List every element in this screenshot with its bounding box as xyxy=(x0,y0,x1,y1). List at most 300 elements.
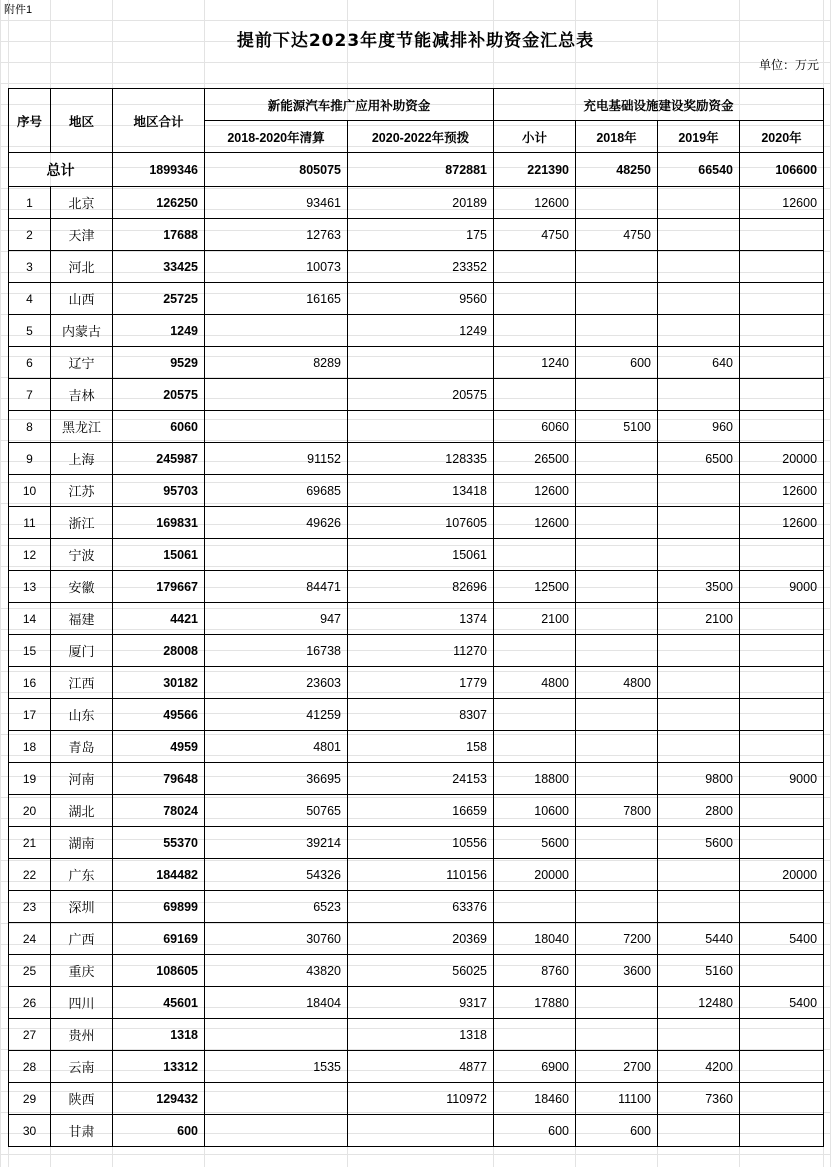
cell-charging-2019: 2800 xyxy=(658,795,740,827)
cell-nev-settlement: 947 xyxy=(205,603,348,635)
cell-nev-settlement xyxy=(205,315,348,347)
cell-nev-prepay: 63376 xyxy=(348,891,494,923)
cell-seq: 6 xyxy=(9,347,51,379)
cell-nev-prepay: 1249 xyxy=(348,315,494,347)
cell-charging-2019: 960 xyxy=(658,411,740,443)
cell-region: 云南 xyxy=(51,1051,113,1083)
cell-region: 山西 xyxy=(51,283,113,315)
cell-nev-settlement: 16165 xyxy=(205,283,348,315)
cell-charging-2019: 12480 xyxy=(658,987,740,1019)
cell-nev-settlement: 39214 xyxy=(205,827,348,859)
cell-region: 河南 xyxy=(51,763,113,795)
cell-charging-2020 xyxy=(740,379,824,411)
cell-charging-2019 xyxy=(658,699,740,731)
cell-charging-2018: 7800 xyxy=(576,795,658,827)
cell-nev-settlement: 6523 xyxy=(205,891,348,923)
cell-charging-2020 xyxy=(740,315,824,347)
table-row xyxy=(9,1019,824,1051)
cell-charging-2018: 4800 xyxy=(576,667,658,699)
cell-charging-2018 xyxy=(576,635,658,667)
cell-seq: 5 xyxy=(9,315,51,347)
cell-nev-prepay: 9560 xyxy=(348,283,494,315)
cell-region-total: 30182 xyxy=(113,667,205,699)
cell-charging-2020 xyxy=(740,1051,824,1083)
cell-nev-prepay: 1374 xyxy=(348,603,494,635)
cell-region-total: 1249 xyxy=(113,315,205,347)
cell-charging-2018 xyxy=(576,379,658,411)
cell-region: 内蒙古 xyxy=(51,315,113,347)
cell-nev-settlement: 16738 xyxy=(205,635,348,667)
cell-seq: 16 xyxy=(9,667,51,699)
cell-nev-settlement: 4801 xyxy=(205,731,348,763)
cell-nev-settlement xyxy=(205,411,348,443)
cell-charging-2018 xyxy=(576,315,658,347)
cell-nev-settlement: 69685 xyxy=(205,475,348,507)
table-row xyxy=(9,475,824,507)
cell-charging-2018: 4750 xyxy=(576,219,658,251)
cell-nev-settlement xyxy=(205,539,348,571)
cell-region-total: 15061 xyxy=(113,539,205,571)
cell-charging-2018 xyxy=(576,827,658,859)
cell-charging-2019: 5160 xyxy=(658,955,740,987)
cell-charging-2018 xyxy=(576,1019,658,1051)
table-row xyxy=(9,283,824,315)
cell-seq: 24 xyxy=(9,923,51,955)
column-header-region-total: 地区合计 xyxy=(113,89,205,153)
cell-nev-settlement xyxy=(205,379,348,411)
cell-region-total: 1318 xyxy=(113,1019,205,1051)
subsidy-summary-table xyxy=(8,88,824,1147)
cell-region-total: 45601 xyxy=(113,987,205,1019)
cell-charging-2019 xyxy=(658,1019,740,1051)
cell-region-total: 28008 xyxy=(113,635,205,667)
cell-seq: 27 xyxy=(9,1019,51,1051)
cell-charging-2020 xyxy=(740,283,824,315)
cell-charging-2018 xyxy=(576,539,658,571)
cell-charging-subtotal: 600 xyxy=(494,1115,576,1147)
cell-region-total: 20575 xyxy=(113,379,205,411)
cell-charging-subtotal xyxy=(494,891,576,923)
cell-seq: 2 xyxy=(9,219,51,251)
cell-charging-2019 xyxy=(658,507,740,539)
cell-charging-subtotal: 26500 xyxy=(494,443,576,475)
cell-seq: 15 xyxy=(9,635,51,667)
column-header-nev-prepay: 2020-2022年预拨 xyxy=(348,121,494,153)
cell-seq: 29 xyxy=(9,1083,51,1115)
cell-seq: 10 xyxy=(9,475,51,507)
cell-charging-2020: 5400 xyxy=(740,987,824,1019)
cell-region-total: 55370 xyxy=(113,827,205,859)
cell-charging-2018 xyxy=(576,283,658,315)
table-row xyxy=(9,731,824,763)
cell-charging-subtotal xyxy=(494,379,576,411)
cell-charging-2019 xyxy=(658,187,740,219)
cell-charging-subtotal: 2100 xyxy=(494,603,576,635)
cell-region-total: 78024 xyxy=(113,795,205,827)
cell-charging-2018 xyxy=(576,475,658,507)
cell-charging-subtotal xyxy=(494,699,576,731)
cell-charging-subtotal xyxy=(494,731,576,763)
cell-charging-2020 xyxy=(740,667,824,699)
cell-nev-prepay xyxy=(348,1115,494,1147)
cell-charging-2020: 12600 xyxy=(740,187,824,219)
cell-charging-2020 xyxy=(740,795,824,827)
cell-seq: 4 xyxy=(9,283,51,315)
cell-charging-2020 xyxy=(740,603,824,635)
cell-region: 湖北 xyxy=(51,795,113,827)
cell-nev-settlement: 49626 xyxy=(205,507,348,539)
column-group-header-nev: 新能源汽车推广应用补助资金 xyxy=(205,89,494,121)
column-group-header-charging: 充电基础设施建设奖励资金 xyxy=(494,89,824,121)
cell-region: 天津 xyxy=(51,219,113,251)
cell-region-total: 17688 xyxy=(113,219,205,251)
cell-charging-subtotal xyxy=(494,283,576,315)
cell-nev-prepay: 110156 xyxy=(348,859,494,891)
cell-region-total: 49566 xyxy=(113,699,205,731)
cell-charging-2018 xyxy=(576,187,658,219)
cell-region-total: 6060 xyxy=(113,411,205,443)
cell-region-total: 108605 xyxy=(113,955,205,987)
cell-charging-2018 xyxy=(576,507,658,539)
table-row xyxy=(9,411,824,443)
cell-charging-2020 xyxy=(740,1019,824,1051)
cell-charging-2019: 6500 xyxy=(658,443,740,475)
cell-nev-settlement: 50765 xyxy=(205,795,348,827)
table-row xyxy=(9,1083,824,1115)
cell-region: 四川 xyxy=(51,987,113,1019)
cell-region: 浙江 xyxy=(51,507,113,539)
cell-charging-2018 xyxy=(576,731,658,763)
cell-nev-prepay xyxy=(348,411,494,443)
cell-nev-prepay: 24153 xyxy=(348,763,494,795)
cell-region-total: 69899 xyxy=(113,891,205,923)
cell-charging-2020 xyxy=(740,955,824,987)
table-row xyxy=(9,635,824,667)
cell-charging-subtotal: 6060 xyxy=(494,411,576,443)
table-row xyxy=(9,891,824,923)
cell-charging-subtotal: 12600 xyxy=(494,507,576,539)
cell-charging-2018: 2700 xyxy=(576,1051,658,1083)
cell-charging-2018: 11100 xyxy=(576,1083,658,1115)
cell-region: 上海 xyxy=(51,443,113,475)
cell-region-total: 33425 xyxy=(113,251,205,283)
cell-charging-2019 xyxy=(658,283,740,315)
cell-region: 广东 xyxy=(51,859,113,891)
total-region-total: 1899346 xyxy=(113,153,205,187)
cell-nev-prepay: 56025 xyxy=(348,955,494,987)
cell-nev-settlement: 12763 xyxy=(205,219,348,251)
cell-nev-prepay: 10556 xyxy=(348,827,494,859)
cell-seq: 9 xyxy=(9,443,51,475)
cell-region: 贵州 xyxy=(51,1019,113,1051)
cell-charging-2018 xyxy=(576,251,658,283)
cell-nev-prepay: 1318 xyxy=(348,1019,494,1051)
cell-nev-settlement: 30760 xyxy=(205,923,348,955)
cell-charging-2019: 2100 xyxy=(658,603,740,635)
cell-region: 广西 xyxy=(51,923,113,955)
cell-charging-2019: 5600 xyxy=(658,827,740,859)
cell-region-total: 79648 xyxy=(113,763,205,795)
table-row xyxy=(9,347,824,379)
cell-charging-2020: 5400 xyxy=(740,923,824,955)
table-row xyxy=(9,507,824,539)
cell-region-total: 169831 xyxy=(113,507,205,539)
cell-nev-prepay: 8307 xyxy=(348,699,494,731)
total-charging-2020: 106600 xyxy=(740,153,824,187)
cell-nev-prepay: 15061 xyxy=(348,539,494,571)
cell-charging-2020: 12600 xyxy=(740,475,824,507)
cell-seq: 26 xyxy=(9,987,51,1019)
table-row xyxy=(9,315,824,347)
cell-nev-prepay: 158 xyxy=(348,731,494,763)
table-row-total xyxy=(9,153,824,187)
cell-charging-2019 xyxy=(658,219,740,251)
cell-nev-prepay: 107605 xyxy=(348,507,494,539)
cell-charging-2020 xyxy=(740,891,824,923)
cell-charging-2020 xyxy=(740,347,824,379)
table-row xyxy=(9,603,824,635)
cell-nev-prepay: 20369 xyxy=(348,923,494,955)
cell-region: 辽宁 xyxy=(51,347,113,379)
cell-region: 安徽 xyxy=(51,571,113,603)
cell-seq: 1 xyxy=(9,187,51,219)
cell-region-total: 184482 xyxy=(113,859,205,891)
cell-seq: 21 xyxy=(9,827,51,859)
cell-nev-prepay: 23352 xyxy=(348,251,494,283)
table-row xyxy=(9,795,824,827)
cell-nev-prepay: 175 xyxy=(348,219,494,251)
cell-nev-settlement: 93461 xyxy=(205,187,348,219)
cell-seq: 14 xyxy=(9,603,51,635)
cell-charging-subtotal: 5600 xyxy=(494,827,576,859)
cell-charging-2018: 600 xyxy=(576,347,658,379)
cell-charging-2018 xyxy=(576,859,658,891)
cell-nev-settlement xyxy=(205,1115,348,1147)
cell-charging-2018 xyxy=(576,603,658,635)
table-body xyxy=(9,153,824,1147)
cell-region-total: 179667 xyxy=(113,571,205,603)
column-header-region: 地区 xyxy=(51,89,113,153)
cell-charging-2019 xyxy=(658,731,740,763)
cell-charging-subtotal xyxy=(494,539,576,571)
cell-charging-2019: 4200 xyxy=(658,1051,740,1083)
cell-region: 吉林 xyxy=(51,379,113,411)
cell-charging-2020 xyxy=(740,219,824,251)
cell-region: 黑龙江 xyxy=(51,411,113,443)
cell-charging-2018 xyxy=(576,891,658,923)
table-row xyxy=(9,571,824,603)
cell-charging-2019: 640 xyxy=(658,347,740,379)
cell-charging-2019 xyxy=(658,539,740,571)
cell-nev-settlement: 8289 xyxy=(205,347,348,379)
cell-seq: 20 xyxy=(9,795,51,827)
cell-nev-prepay xyxy=(348,347,494,379)
cell-charging-2019 xyxy=(658,859,740,891)
table-row xyxy=(9,667,824,699)
cell-nev-settlement xyxy=(205,1083,348,1115)
cell-region-total: 4421 xyxy=(113,603,205,635)
cell-charging-subtotal: 12600 xyxy=(494,475,576,507)
cell-charging-2020 xyxy=(740,731,824,763)
table-row xyxy=(9,379,824,411)
cell-charging-subtotal: 4800 xyxy=(494,667,576,699)
cell-charging-2018: 5100 xyxy=(576,411,658,443)
cell-charging-2018: 600 xyxy=(576,1115,658,1147)
cell-charging-2019 xyxy=(658,475,740,507)
cell-charging-2020 xyxy=(740,635,824,667)
table-row xyxy=(9,539,824,571)
cell-nev-settlement: 23603 xyxy=(205,667,348,699)
cell-seq: 8 xyxy=(9,411,51,443)
cell-nev-settlement: 91152 xyxy=(205,443,348,475)
cell-nev-prepay: 4877 xyxy=(348,1051,494,1083)
cell-region-total: 13312 xyxy=(113,1051,205,1083)
unit-label: 单位：万元 xyxy=(758,58,819,72)
cell-charging-2020 xyxy=(740,411,824,443)
cell-seq: 18 xyxy=(9,731,51,763)
column-header-charging-2020: 2020年 xyxy=(740,121,824,153)
cell-region-total: 245987 xyxy=(113,443,205,475)
cell-charging-2018 xyxy=(576,987,658,1019)
cell-region: 湖南 xyxy=(51,827,113,859)
cell-region-total: 600 xyxy=(113,1115,205,1147)
cell-charging-2019: 5440 xyxy=(658,923,740,955)
cell-nev-settlement: 41259 xyxy=(205,699,348,731)
table-row xyxy=(9,251,824,283)
cell-region-total: 9529 xyxy=(113,347,205,379)
cell-charging-subtotal xyxy=(494,635,576,667)
table-row xyxy=(9,219,824,251)
cell-charging-2019: 7360 xyxy=(658,1083,740,1115)
cell-region: 山东 xyxy=(51,699,113,731)
table-row xyxy=(9,923,824,955)
cell-seq: 30 xyxy=(9,1115,51,1147)
cell-nev-prepay: 110972 xyxy=(348,1083,494,1115)
cell-region: 宁波 xyxy=(51,539,113,571)
cell-charging-2018 xyxy=(576,443,658,475)
cell-nev-prepay: 1779 xyxy=(348,667,494,699)
column-header-charging-2019: 2019年 xyxy=(658,121,740,153)
cell-region: 青岛 xyxy=(51,731,113,763)
cell-region-total: 95703 xyxy=(113,475,205,507)
cell-nev-prepay: 11270 xyxy=(348,635,494,667)
table-row xyxy=(9,443,824,475)
cell-nev-settlement: 10073 xyxy=(205,251,348,283)
cell-charging-subtotal: 8760 xyxy=(494,955,576,987)
cell-nev-settlement: 84471 xyxy=(205,571,348,603)
table-row xyxy=(9,955,824,987)
cell-region-total: 126250 xyxy=(113,187,205,219)
cell-charging-2019 xyxy=(658,667,740,699)
cell-seq: 19 xyxy=(9,763,51,795)
table-row xyxy=(9,187,824,219)
column-header-seq: 序号 xyxy=(9,89,51,153)
cell-charging-2020: 9000 xyxy=(740,571,824,603)
cell-nev-settlement: 54326 xyxy=(205,859,348,891)
attachment-label: 附件1 xyxy=(4,4,33,16)
table-row xyxy=(9,763,824,795)
cell-nev-prepay: 82696 xyxy=(348,571,494,603)
cell-charging-2020: 20000 xyxy=(740,443,824,475)
table-row xyxy=(9,859,824,891)
cell-region: 江苏 xyxy=(51,475,113,507)
cell-seq: 11 xyxy=(9,507,51,539)
total-nev-prepay: 872881 xyxy=(348,153,494,187)
cell-charging-2019 xyxy=(658,315,740,347)
cell-charging-2019 xyxy=(658,635,740,667)
cell-charging-2018: 7200 xyxy=(576,923,658,955)
cell-charging-2019 xyxy=(658,251,740,283)
cell-region: 深圳 xyxy=(51,891,113,923)
cell-region: 厦门 xyxy=(51,635,113,667)
cell-charging-subtotal xyxy=(494,251,576,283)
table-row xyxy=(9,1051,824,1083)
cell-charging-2020 xyxy=(740,1083,824,1115)
cell-charging-subtotal: 4750 xyxy=(494,219,576,251)
cell-nev-prepay: 20575 xyxy=(348,379,494,411)
cell-seq: 17 xyxy=(9,699,51,731)
table-row xyxy=(9,827,824,859)
cell-charging-2019: 3500 xyxy=(658,571,740,603)
cell-region: 河北 xyxy=(51,251,113,283)
cell-charging-subtotal xyxy=(494,1019,576,1051)
cell-region-total: 4959 xyxy=(113,731,205,763)
cell-charging-2019 xyxy=(658,891,740,923)
cell-charging-2020 xyxy=(740,827,824,859)
cell-charging-subtotal: 12500 xyxy=(494,571,576,603)
cell-charging-2019 xyxy=(658,379,740,411)
cell-region: 北京 xyxy=(51,187,113,219)
table-row xyxy=(9,987,824,1019)
cell-charging-subtotal: 17880 xyxy=(494,987,576,1019)
cell-region: 陕西 xyxy=(51,1083,113,1115)
cell-region-total: 25725 xyxy=(113,283,205,315)
cell-region: 江西 xyxy=(51,667,113,699)
cell-charging-subtotal: 18800 xyxy=(494,763,576,795)
cell-charging-2020: 12600 xyxy=(740,507,824,539)
cell-seq: 7 xyxy=(9,379,51,411)
cell-nev-prepay: 20189 xyxy=(348,187,494,219)
cell-charging-2018 xyxy=(576,763,658,795)
column-header-charging-subtotal: 小计 xyxy=(494,121,576,153)
total-charging-2018: 48250 xyxy=(576,153,658,187)
cell-nev-prepay: 13418 xyxy=(348,475,494,507)
cell-region: 甘肃 xyxy=(51,1115,113,1147)
cell-nev-prepay: 9317 xyxy=(348,987,494,1019)
cell-charging-subtotal: 10600 xyxy=(494,795,576,827)
cell-charging-2018: 3600 xyxy=(576,955,658,987)
cell-seq: 13 xyxy=(9,571,51,603)
page-title: 提前下达2023年度节能减排补助资金汇总表 xyxy=(236,31,595,51)
cell-charging-2020 xyxy=(740,1115,824,1147)
total-nev-settlement: 805075 xyxy=(205,153,348,187)
cell-charging-2019 xyxy=(658,1115,740,1147)
cell-nev-settlement: 18404 xyxy=(205,987,348,1019)
cell-seq: 23 xyxy=(9,891,51,923)
cell-charging-subtotal: 1240 xyxy=(494,347,576,379)
cell-charging-2020: 9000 xyxy=(740,763,824,795)
cell-charging-2018 xyxy=(576,699,658,731)
cell-nev-settlement xyxy=(205,1019,348,1051)
cell-charging-2019: 9800 xyxy=(658,763,740,795)
column-header-nev-settlement: 2018-2020年清算 xyxy=(205,121,348,153)
cell-seq: 3 xyxy=(9,251,51,283)
total-charging-subtotal: 221390 xyxy=(494,153,576,187)
cell-charging-subtotal: 6900 xyxy=(494,1051,576,1083)
cell-region: 福建 xyxy=(51,603,113,635)
table-row xyxy=(9,1115,824,1147)
cell-charging-2018 xyxy=(576,571,658,603)
